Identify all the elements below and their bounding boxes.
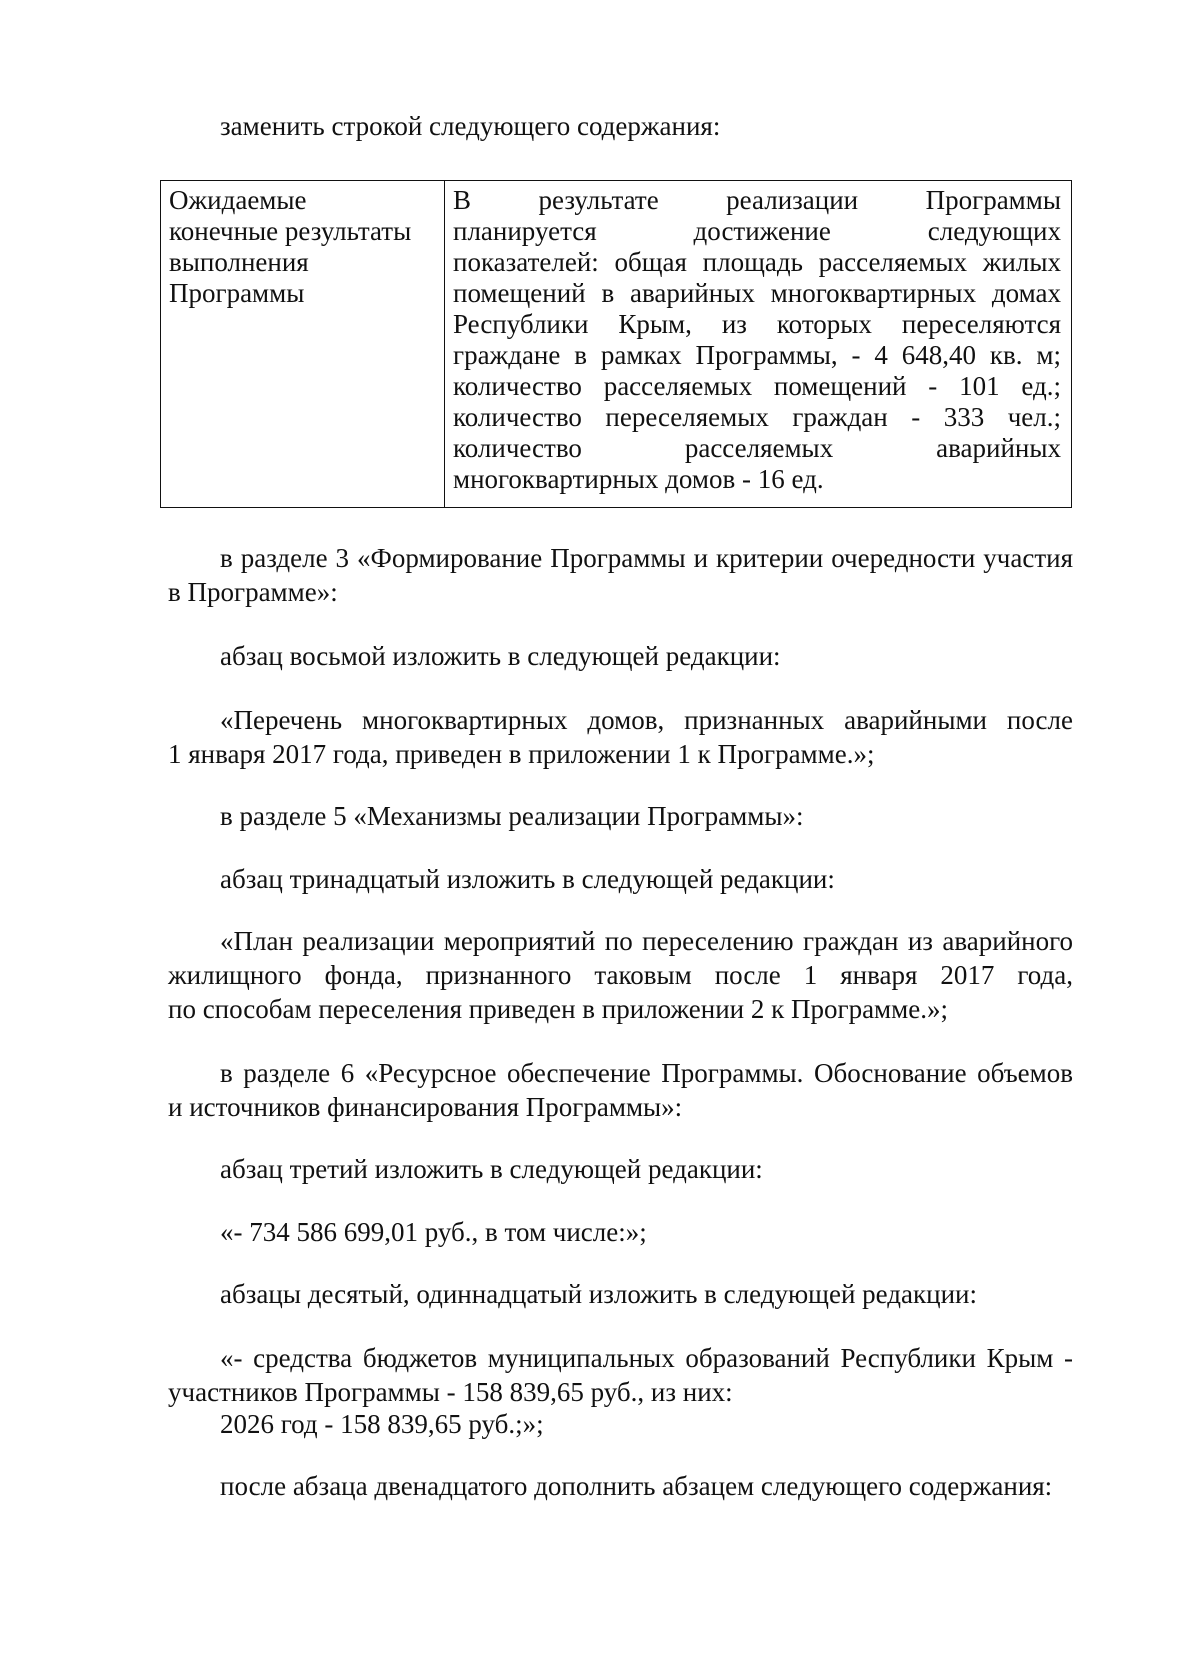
para3-instruction: абзац третий изложить в следующей редакции: (220, 1154, 763, 1184)
para10-11-line1: «- средства бюджетов муниципальных образований Республики Крым - (220, 1343, 1073, 1373)
cell-line: Республики Крым, из которых переселяются (453, 309, 1061, 339)
cell-line: планируется достижение следующих (453, 216, 1061, 246)
para8-line1: «Перечень многоквартирных домов, признанных аварийными после (220, 705, 1073, 735)
para13-line1: «План реализации мероприятий по переселению граждан из аварийного (220, 926, 1073, 956)
cell-line: многоквартирных домов - 16 ед. (453, 464, 824, 494)
cell-line: Программы (169, 278, 305, 308)
section6-line1: в разделе 6 «Ресурсное обеспечение Программы. Обоснование объемов (220, 1058, 1073, 1088)
cell-line: граждане в рамках Программы, - 4 648,40 кв. м; (453, 340, 1061, 370)
cell-line: показателей: общая площадь расселяемых жилых (453, 247, 1061, 277)
results-table (160, 180, 1072, 508)
table-cell-label (161, 181, 445, 508)
para10-11-line3: 2026 год - 158 839,65 руб.;»; (220, 1409, 544, 1439)
para8-instruction: абзац восьмой изложить в следующей редакции: (220, 641, 781, 671)
para10-11-line2: участников Программы - 158 839,65 руб., из них: (168, 1377, 733, 1407)
cell-line: количество расселяемых аварийных (453, 433, 1061, 463)
after-para12-text: после абзаца двенадцатого дополнить абзацем следующего содержания: (220, 1471, 1053, 1501)
table-cell-content (445, 181, 1072, 508)
cell-line: Ожидаемые (169, 185, 307, 215)
para13-instruction: абзац тринадцатый изложить в следующей редакции: (220, 864, 835, 894)
intro-text: заменить строкой следующего содержания: (220, 111, 721, 141)
cell-line: выполнения (169, 247, 309, 277)
table-row (161, 181, 1072, 508)
section5-text: в разделе 5 «Механизмы реализации Программы»: (220, 801, 804, 831)
section3-line2: в Программе»: (168, 577, 338, 607)
para13-line2: жилищного фонда, признанного таковым после 1 января 2017 года, (168, 960, 1073, 990)
section3-line1: в разделе 3 «Формирование Программы и критерии очередности участия (220, 543, 1073, 573)
para10-11-instruction: абзацы десятый, одиннадцатый изложить в следующей редакции: (220, 1279, 977, 1309)
cell-line: количество расселяемых помещений - 101 ед.; (453, 371, 1061, 401)
cell-line: помещений в аварийных многоквартирных домах (453, 278, 1061, 308)
para13-line3: по способам переселения приведен в приложении 2 к Программе.»; (168, 994, 948, 1024)
cell-line: В результате реализации Программы (453, 185, 1061, 215)
para8-line2: 1 января 2017 года, приведен в приложении 1 к Программе.»; (168, 739, 875, 769)
para3-text: «- 734 586 699,01 руб., в том числе:»; (220, 1217, 647, 1247)
cell-line: количество переселяемых граждан - 333 чел.; (453, 402, 1061, 432)
cell-line: конечные результаты (169, 216, 412, 246)
section6-line2: и источников финансирования Программы»: (168, 1092, 683, 1122)
